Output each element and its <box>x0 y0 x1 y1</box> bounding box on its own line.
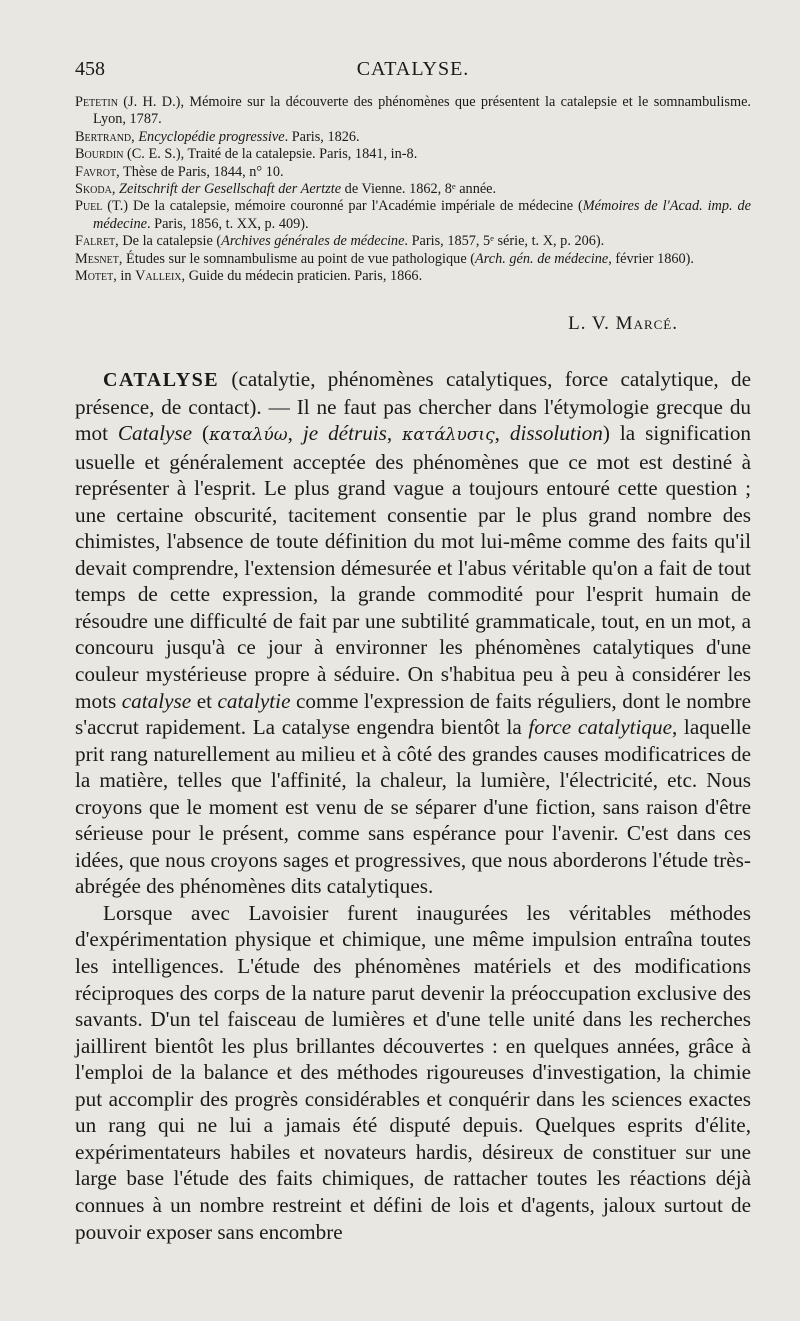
bibliography-entry: Motet, in Valleix, Guide du médecin praticien. Paris, 1866. <box>75 268 423 285</box>
greek-word: κατάλυσις <box>402 425 495 446</box>
bibliography-entry: Falret, De la catalepsie (Archives générales de médecine. Paris, 1857, 5ᵉ série, t. X, p. 206). <box>75 233 605 250</box>
ref-author: Valleix <box>135 268 182 285</box>
ref-text: , février 1860). <box>608 250 694 267</box>
article-signature: L. V. Marcé. <box>568 313 678 334</box>
bibliography-entry <box>75 146 751 163</box>
ref-title: Arch. gén. de médecine <box>475 250 609 267</box>
ref-title: Archives générales de médecine <box>221 233 405 250</box>
ref-text: . Paris, 1857, 5ᵉ série, t. X, p. 206). <box>404 233 605 250</box>
ref-text: de Vienne. 1862, 8ᵉ année. <box>341 181 497 198</box>
page-number: 458 <box>75 58 105 80</box>
bibliography-entry: Bertrand, Encyclopédie progressive. Paris, 1826. <box>75 128 360 145</box>
bibliography-entry <box>75 94 751 129</box>
article-paragraph: Lorsque avec Lavoisier furent inaugurées les véritables méthodes d'expérimentation physique et chimique, une même impulsion entraîna toutes les intelligences. L'étude des phénomènes matériels et des modifications réciproques des corps de la nature parut devenir la préoccupation exclusive des savants. D'un tel faisceau de lumières et d'une telle unité dans les recherches jaillirent bientôt les plus brillantes découvertes : en quelques années, grâce à l'emploi de la balance et des méthodes rigoureuses d'investigation, la chimie put accomplir des progrès considérables et conquérir dans les sciences exactes un rang qui ne lui a jamais été disputé depuis. Quelques esprits d'élite, expérimentateurs habiles et novateurs hardis, désireux de constituer sur une large base l'étude des faits chimiques, de rattacher toutes les réactions déjà connues à un nombre restreint et défini de lois et d'agents, jaloux surtout de pouvoir exposer sans encombre <box>75 900 751 1244</box>
greek-word: καταλύω <box>209 425 288 446</box>
ref-author: Favrot <box>75 163 117 180</box>
article-paragraph: CATALYSE (catalytie, phénomènes catalytiques, force catalytique, de présence, de contact). — Il ne faut pas chercher dans l'étymologie grecque du mot Catalyse (καταλύω, je détruis, κατάλυσις, dissolution) la signification usuelle et généralement acceptée des phénomènes que ce mot est destiné à représenter à l'esprit. Le plus grand vague a toujours entouré cette question ; une certaine obscurité, tacitement consentie par le plus grand nombre des chimistes, l'absence de toute définition du mot lui-même comme des faits qu'il devait comprendre, l'extension démesurée et l'abus véritable qu'on a fait de tout temps de cette expression, la grande commodité pour l'esprit humain de résoudre une difficulté de fait par une subtilité grammaticale, tout, en un mot, a concouru jusqu'à ce jour à environner les phénomènes catalytiques d'une couleur mystérieuse propre à séduire. On s'habitua peu à peu à considérer les mots catalyse et catalytie comme l'expression de faits réguliers, dont le nombre s'accrut rapidement. La catalyse engendra bientôt la force catalytique, laquelle prit rang naturellement au milieu et à côté des grandes causes modificatrices de la matière, telles que l'affinité, la chaleur, la lumière, l'électricité, etc. Nous croyons que le moment est venu de se séparer d'une fiction, sans raison d'être sérieuse pour le présent, comme sans espérance pour l'avenir. C'est dans ces idées, que nous croyons sages et progressives, que nous aborderons l'étude très-abrégée des phénomènes dits catalytiques. <box>75 367 752 899</box>
running-title: CATALYSE. <box>356 58 470 80</box>
ref-text: (C. E. S.), Traité de la catalepsie. Paris, 1841, in-8. <box>123 146 418 163</box>
ref-author: Puel <box>75 198 103 215</box>
ref-text: , Thèse de Paris, 1844, n° 10. <box>116 163 284 180</box>
page-header <box>75 58 751 86</box>
ref-author: Mesnet <box>75 250 119 267</box>
bibliography-entry: Mesnet, Études sur le somnambulisme au point de vue pathologique (Arch. gén. de médecine, février 1860). <box>75 250 694 267</box>
ref-author: Bourdin <box>75 146 124 163</box>
bibliography-entry: Puel (T.) De la catalepsie, mémoire couronné par l'Académie impériale de médecine (Mémoires de l'Acad. imp. de médecine. Paris, 1856, t. XX, p. 409). <box>75 198 751 232</box>
ref-text: (J. H. D.), Mémoire sur la découverte des phénomènes que présentent la catalepsie et le somnambulisme. Lyon, 1787. <box>93 94 751 128</box>
ref-author: Skoda <box>75 181 112 198</box>
ref-author: Petetin <box>75 94 118 110</box>
ref-author: Motet <box>75 268 114 285</box>
headword: CATALYSE <box>103 369 220 391</box>
ref-title: Encyclopédie progressive <box>138 128 285 145</box>
bibliography-entry: Skoda, Zeitschrift der Gesellschaft der Aertzte de Vienne. 1862, 8ᵉ année. <box>75 181 497 198</box>
ref-title: Mémoires de l'Acad. imp. de médecine <box>93 198 751 232</box>
ref-author: Falret <box>75 233 116 250</box>
ref-author: Bertrand <box>75 128 132 145</box>
ref-text: , Guide du médecin praticien. Paris, 1866. <box>181 268 423 285</box>
ref-text: . Paris, 1856, t. XX, p. 409). <box>146 215 309 232</box>
article-body <box>75 366 751 1245</box>
bibliography-entry <box>75 164 751 181</box>
bibliography <box>75 94 751 285</box>
ref-title: Zeitschrift der Gesellschaft der Aertzte <box>119 181 342 198</box>
ref-text: . Paris, 1826. <box>284 128 360 145</box>
